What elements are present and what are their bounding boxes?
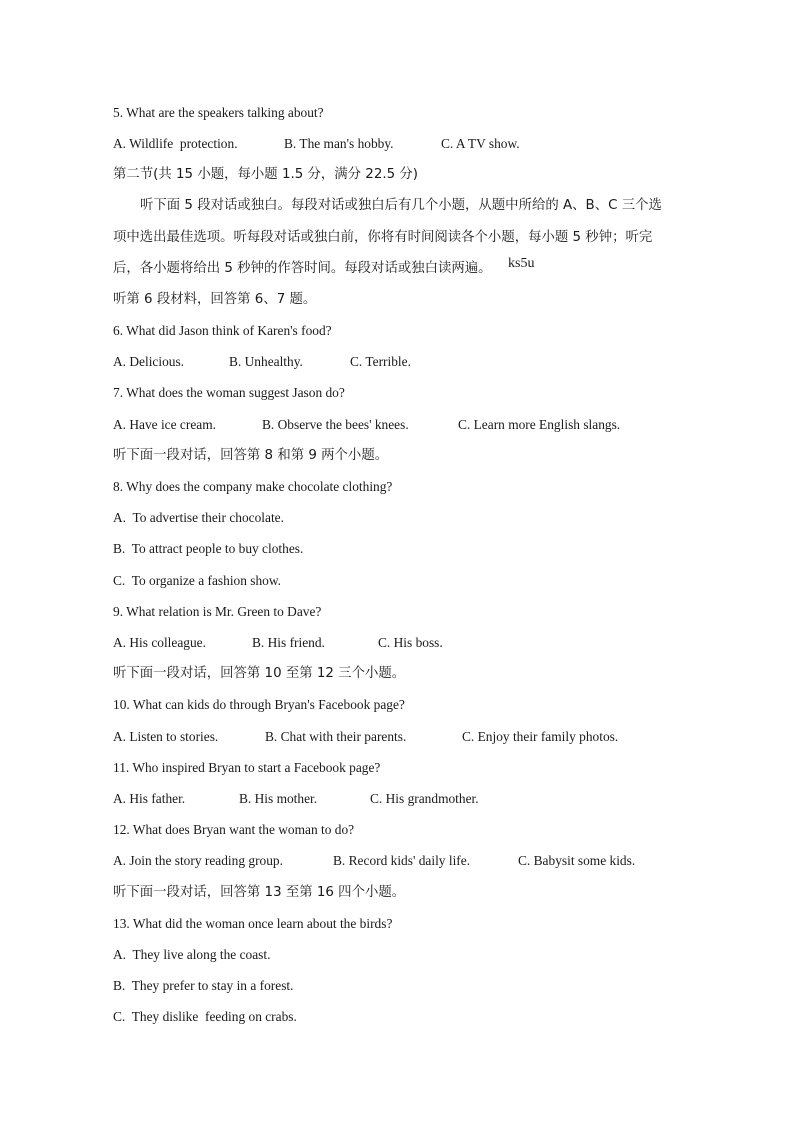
- q5-option-a: A. Wildlife protection.: [113, 136, 238, 151]
- q8-option-a: A. To advertise their chocolate.: [113, 510, 284, 525]
- q6-option-c: C. Terrible.: [350, 354, 411, 369]
- watermark-text: ks5u: [508, 256, 535, 271]
- instructions-line-3: 后，各小题将给出 5 秒钟的作答时间。每段对话或独白读两遍。: [113, 261, 492, 276]
- q13-option-c: C. They dislike feeding on crabs.: [113, 1009, 297, 1024]
- q7-option-c: C. Learn more English slangs.: [458, 417, 621, 432]
- instructions-line-1: 听下面 5 段对话或独白。每段对话或独白后有几个小题，从题中所给的 A、B、C 三个选: [140, 198, 662, 213]
- q9-option-c: C. His boss.: [378, 635, 443, 650]
- q10-option-a: A. Listen to stories.: [113, 729, 219, 744]
- q10-option-b: B. Chat with their parents.: [265, 729, 407, 744]
- group-intro-1: 听第 6 段材料，回答第 6、7 题。: [113, 292, 317, 307]
- q7-option-b: B. Observe the bees' knees.: [262, 417, 409, 432]
- q9-option-b: B. His friend.: [252, 635, 325, 650]
- question-7: 7. What does the woman suggest Jason do?: [113, 385, 345, 400]
- q11-option-b: B. His mother.: [239, 791, 318, 806]
- q5-option-c: C. A TV show.: [441, 136, 520, 151]
- question-9: 9. What relation is Mr. Green to Dave?: [113, 604, 322, 619]
- group-intro-4: 听下面一段对话，回答第 13 至第 16 四个小题。: [113, 885, 406, 900]
- question-13: 13. What did the woman once learn about the birds?: [113, 916, 393, 931]
- q6-option-a: A. Delicious.: [113, 354, 185, 369]
- instructions-line-2: 项中选出最佳选项。听每段对话或独白前，你将有时间阅读各个小题，每小题 5 秒钟；听完: [113, 230, 653, 245]
- group-intro-3: 听下面一段对话，回答第 10 至第 12 三个小题。: [113, 666, 406, 681]
- q8-option-b: B. To attract people to buy clothes.: [113, 541, 304, 556]
- question-6: 6. What did Jason think of Karen's food?: [113, 323, 332, 338]
- question-12: 12. What does Bryan want the woman to do?: [113, 822, 355, 837]
- q11-option-a: A. His father.: [113, 791, 186, 806]
- q13-option-a: A. They live along the coast.: [113, 947, 271, 962]
- group-intro-2: 听下面一段对话，回答第 8 和第 9 两个小题。: [113, 448, 389, 463]
- section-heading: 第二节(共 15 小题，每小题 1.5 分，满分 22.5 分): [113, 167, 418, 182]
- question-5: 5. What are the speakers talking about?: [113, 105, 324, 120]
- q9-option-a: A. His colleague.: [113, 635, 206, 650]
- q12-option-b: B. Record kids' daily life.: [333, 853, 471, 868]
- q13-option-b: B. They prefer to stay in a forest.: [113, 978, 294, 993]
- q6-option-b: B. Unhealthy.: [229, 354, 303, 369]
- q5-option-b: B. The man's hobby.: [284, 136, 394, 151]
- q8-option-c: C. To organize a fashion show.: [113, 573, 282, 588]
- question-11: 11. Who inspired Bryan to start a Facebook page?: [113, 760, 381, 775]
- q7-option-a: A. Have ice cream.: [113, 417, 216, 432]
- question-10: 10. What can kids do through Bryan's Facebook page?: [113, 697, 405, 712]
- q10-option-c: C. Enjoy their family photos.: [462, 729, 619, 744]
- q11-option-c: C. His grandmother.: [370, 791, 479, 806]
- q12-option-a: A. Join the story reading group.: [113, 853, 283, 868]
- q12-option-c: C. Babysit some kids.: [518, 853, 636, 868]
- question-8: 8. Why does the company make chocolate clothing?: [113, 479, 393, 494]
